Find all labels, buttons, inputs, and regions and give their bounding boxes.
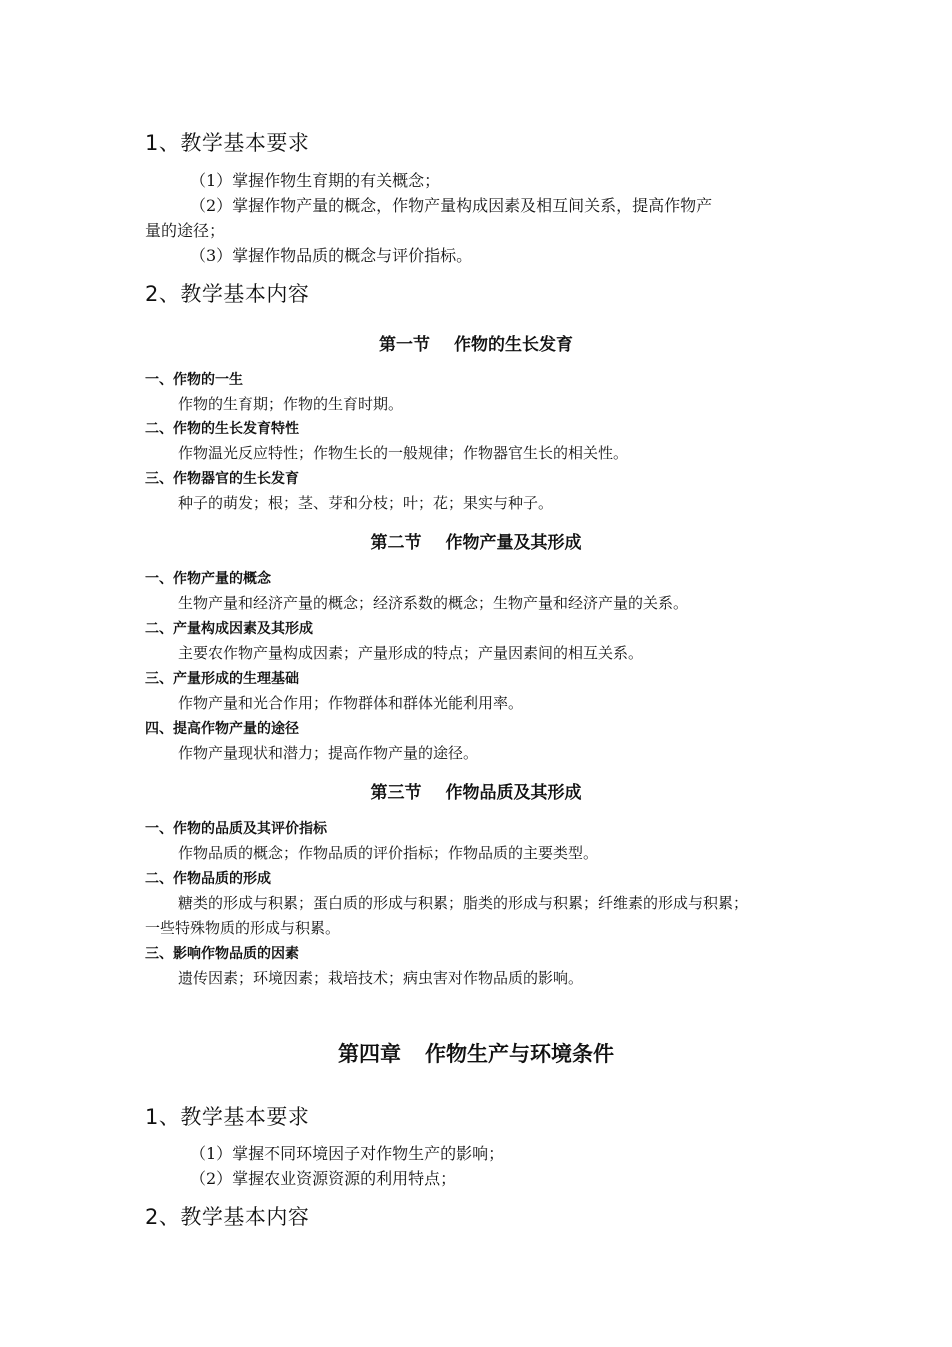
- requirements-heading: 1、教学基本要求: [145, 131, 310, 155]
- subsection-text: 主要农作物产量构成因素；产量形成的特点；产量因素间的相互关系。: [178, 644, 644, 662]
- section-name: 作物产量及其形成: [445, 533, 582, 553]
- requirements-heading: 1、教学基本要求: [145, 1105, 310, 1129]
- section-title: [0, 528, 952, 553]
- subsection-heading: 三、作物器官的生长发育: [145, 471, 299, 487]
- section-title: [0, 778, 952, 803]
- requirement-item: （2）掌握农业资源资源的利用特点；: [190, 1169, 457, 1188]
- section-name: 作物的生长发育: [454, 335, 573, 355]
- subsection-text: 种子的萌发；根；茎、芽和分枝；叶；花；果实与种子。: [178, 494, 554, 512]
- subsection-text-continuation: 一些特殊物质的形成与积累。: [145, 919, 341, 937]
- subsection-text: 作物产量和光合作用；作物群体和群体光能利用率。: [178, 694, 524, 712]
- requirement-item: （2）掌握作物产量的概念，作物产量构成因素及相互间关系，提高作物产: [190, 196, 713, 215]
- section-name: 作物品质及其形成: [445, 783, 582, 803]
- subsection-heading: 二、作物的生长发育特性: [145, 421, 299, 437]
- subsection-text: 生物产量和经济产量的概念；经济系数的概念；生物产量和经济产量的关系。: [178, 594, 689, 612]
- chapter-number: 第四章: [338, 1042, 401, 1066]
- chapter-name: 作物生产与环境条件: [425, 1042, 614, 1066]
- subsection-heading: 三、影响作物品质的因素: [145, 946, 299, 962]
- subsection-text: 作物的生育期；作物的生育时期。: [178, 395, 404, 413]
- content-heading: 2、教学基本内容: [145, 282, 310, 306]
- subsection-text: 糖类的形成与积累；蛋白质的形成与积累；脂类的形成与积累；纤维素的形成与积累；: [178, 894, 749, 912]
- subsection-heading: 一、作物的一生: [145, 372, 243, 388]
- subsection-heading: 三、产量形成的生理基础: [145, 671, 299, 687]
- subsection-text: 遗传因素；环境因素；栽培技术；病虫害对作物品质的影响。: [178, 969, 584, 987]
- subsection-text: 作物温光反应特性；作物生长的一般规律；作物器官生长的相关性。: [178, 444, 629, 462]
- subsection-text: 作物品质的概念；作物品质的评价指标；作物品质的主要类型。: [178, 844, 599, 862]
- subsection-heading: 四、提高作物产量的途径: [145, 721, 299, 737]
- section-title: [0, 330, 952, 355]
- chapter-title: [0, 1038, 952, 1068]
- section-number: 第一节: [379, 335, 430, 355]
- requirement-item: （1）掌握作物生育期的有关概念；: [190, 171, 441, 190]
- subsection-text: 作物产量现状和潜力；提高作物产量的途径。: [178, 744, 479, 762]
- requirement-item: （3）掌握作物品质的概念与评价指标。: [190, 246, 473, 265]
- content-heading: 2、教学基本内容: [145, 1205, 310, 1229]
- subsection-heading: 一、作物的品质及其评价指标: [145, 821, 327, 837]
- requirement-item: （1）掌握不同环境因子对作物生产的影响；: [190, 1144, 505, 1163]
- subsection-heading: 二、作物品质的形成: [145, 871, 271, 887]
- subsection-heading: 一、作物产量的概念: [145, 571, 271, 587]
- section-number: 第三节: [370, 783, 422, 803]
- requirement-item-continuation: 量的途径；: [145, 221, 226, 240]
- subsection-heading: 二、产量构成因素及其形成: [145, 621, 313, 637]
- section-number: 第二节: [370, 533, 422, 553]
